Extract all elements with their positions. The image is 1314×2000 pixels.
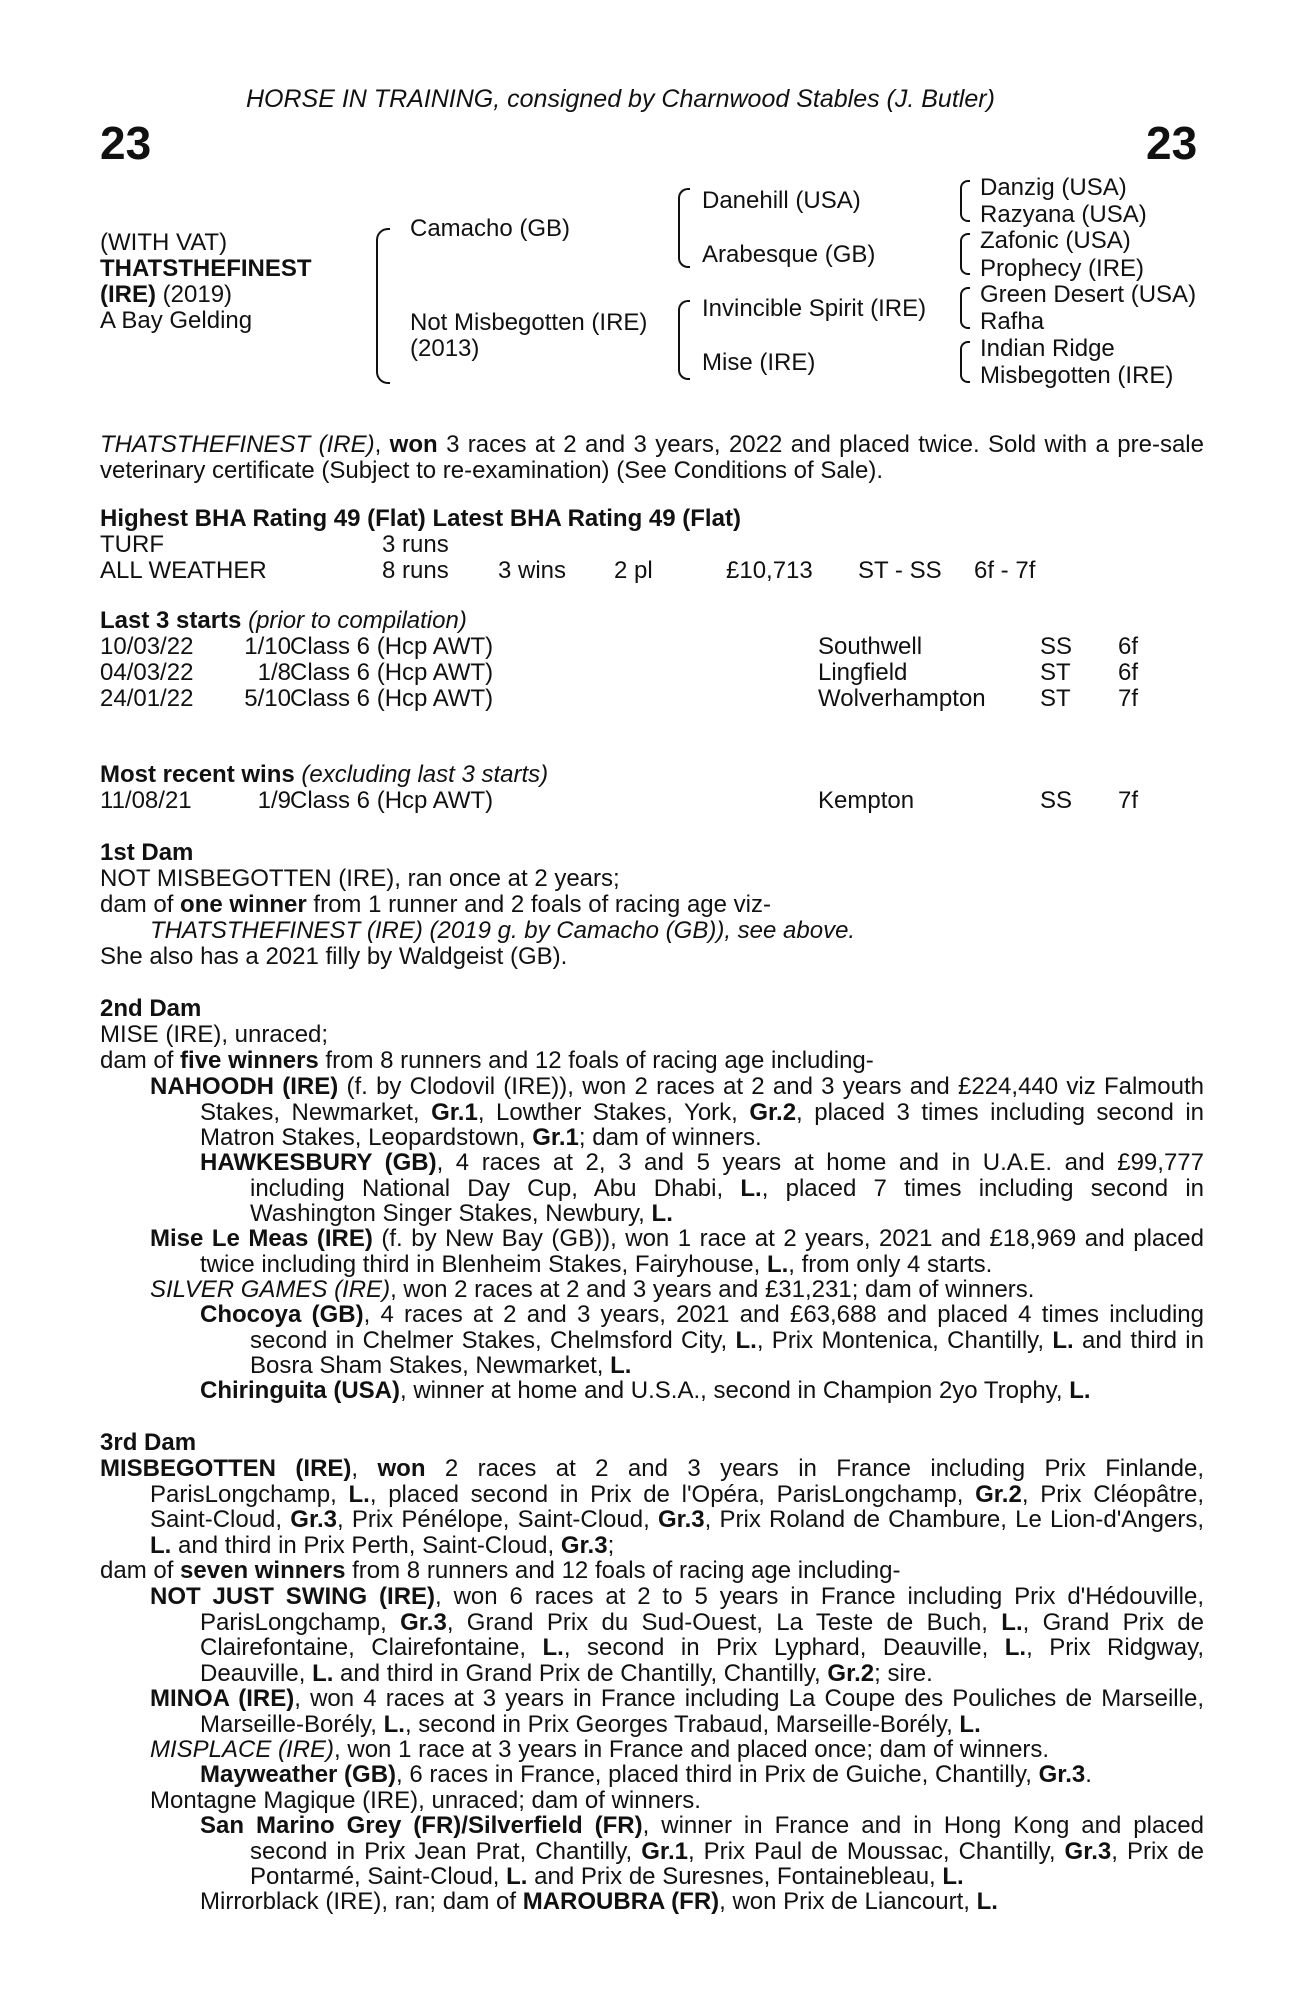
text: , won 2 races at 2 and 3 years and £31,231; dam of winners. <box>390 1276 1035 1303</box>
race-dist: 6f <box>1118 659 1139 686</box>
horse-name: Mayweather (GB) <box>200 1761 397 1788</box>
grade: L. <box>150 1531 172 1559</box>
text: , placed second in Prix de l'Opéra, ParisLongchamp, <box>369 1480 976 1508</box>
text: , from only 4 starts. <box>788 1250 993 1278</box>
sire-dam-dam: Prophecy (IRE) <box>980 255 1145 282</box>
pedigree-brace <box>960 287 970 329</box>
produce-entry <box>150 1685 1204 1738</box>
text: , 4 races at 2 and 3 years, 2021 and £63,688 and placed 4 times including second in Chelmer Stakes, Chelmsford City, <box>250 1301 1204 1354</box>
grade: L. <box>740 1174 762 1202</box>
race-dist: 7f <box>1118 685 1139 712</box>
consignment-title: HORSE IN TRAINING, consigned by Charnwood Stables (J. Butler) <box>246 85 995 113</box>
recent-wins-heading <box>100 762 548 788</box>
pedigree-brace <box>960 341 970 383</box>
text: won <box>377 1455 426 1482</box>
pedigree-brace <box>376 228 390 384</box>
text: , second in Prix Lyphard, Deauville, <box>563 1634 1005 1661</box>
sire-sire: Danehill (USA) <box>702 187 861 214</box>
sire-sire-dam: Razyana (USA) <box>980 201 1147 228</box>
grade: L. <box>1001 1608 1023 1636</box>
produce-entry <box>150 1277 1204 1303</box>
text: dam of <box>100 1047 181 1074</box>
aw-prize: £10,713 <box>726 557 813 584</box>
vat-note: (WITH VAT) <box>100 229 228 256</box>
lot-number-right: 23 <box>1146 117 1198 169</box>
dam-dam-dam: Misbegotten (IRE) <box>980 362 1174 389</box>
text: (f. by Clodovil (IRE)), won 2 races at 2 and 3 years and £224,440 viz Falmouth Stakes, Newmarket, <box>200 1073 1204 1126</box>
text: ; sire. <box>874 1659 933 1687</box>
text: , Prix Roland de Chambure, Le Lion-d'Angers, <box>704 1506 1204 1533</box>
text: and third in Grand Prix de Chantilly, Chantilly, <box>333 1659 828 1687</box>
text: , won 4 races at 3 years in France including La Coupe des Pouliches de Marseille, Marseille-Borély, <box>200 1685 1204 1738</box>
last-starts-title: Last 3 starts <box>100 607 242 634</box>
grade: L. <box>1052 1326 1074 1354</box>
text: , won 6 races at 2 to 5 years in France including Prix d'Hédouville, ParisLongchamp, <box>200 1583 1204 1636</box>
horse-name: Chiringuita (USA) <box>200 1377 400 1404</box>
text: , placed 3 times including second in Matron Stakes, Leopardstown, <box>200 1098 1205 1151</box>
produce-entry <box>150 1737 1204 1763</box>
horse-name: MINOA (IRE) <box>150 1685 295 1712</box>
grade: L. <box>542 1634 564 1661</box>
winner-count: one winner <box>180 891 307 918</box>
first-dam-note: She also has a 2021 filly by Waldgeist (GB). <box>100 943 568 970</box>
grade: Gr.1 <box>532 1124 579 1151</box>
pedigree-brace <box>678 300 690 380</box>
produce-entry <box>150 1583 1204 1687</box>
text: , second in Prix Georges Trabaud, Marseille-Borély, <box>404 1710 960 1738</box>
race-surface: ST <box>1040 659 1071 686</box>
lot-number-left: 23 <box>100 117 152 169</box>
race-course: Wolverhampton <box>818 685 986 712</box>
winner-count: seven winners <box>180 1557 346 1584</box>
summary-text: 3 races at 2 and 3 years, 2022 and placed twice. Sold with a pre-sale veterinary certificate (Subject to re-examination) (See Conditions of Sale). <box>100 431 1204 484</box>
text: , Prix de Pontarmé, Saint-Cloud, <box>250 1837 1205 1890</box>
summary-won: won <box>389 431 438 458</box>
dam-sire: Invincible Spirit (IRE) <box>702 295 927 322</box>
grade: L. <box>959 1710 981 1738</box>
horse-name: Mise Le Meas (IRE) <box>150 1225 373 1252</box>
text: . <box>1085 1761 1092 1788</box>
race-race: Class 6 (Hcp AWT) <box>290 659 494 686</box>
third-dam-produce <box>100 1558 900 1584</box>
produce-entry <box>200 1378 1204 1404</box>
last-starts-heading <box>100 608 467 634</box>
race-date: 24/01/22 <box>100 685 194 712</box>
second-dam-heading: 2nd Dam <box>100 995 202 1022</box>
pedigree-brace <box>960 233 970 275</box>
horse-name: HAWKESBURY (GB) <box>200 1149 437 1176</box>
text: , Prix Montenica, Chantilly, <box>756 1326 1053 1354</box>
grade: Gr.1 <box>641 1837 688 1865</box>
race-surface: ST <box>1040 685 1071 712</box>
produce-entry <box>200 1889 1204 1915</box>
grade: Gr.3 <box>1038 1761 1086 1788</box>
grade: L. <box>976 1888 998 1915</box>
text: and third in Prix Perth, Saint-Cloud, <box>171 1531 561 1559</box>
grade: L. <box>1004 1634 1027 1661</box>
text: and third in Bosra Sham Stakes, Newmarket, <box>250 1326 1204 1379</box>
text: dam of <box>100 891 181 918</box>
grade: L. <box>766 1250 789 1278</box>
dam-name: Not Misbegotten (IRE) <box>410 309 648 336</box>
dam-sire-dam: Rafha <box>980 308 1045 335</box>
sire-dam: Arabesque (GB) <box>702 241 876 268</box>
race-summary <box>100 432 1204 483</box>
sire-sire-sire: Danzig (USA) <box>980 174 1127 201</box>
grade: L. <box>348 1480 370 1508</box>
grade: L. <box>383 1710 405 1738</box>
text: , <box>351 1455 378 1482</box>
grade: Gr.2 <box>827 1659 875 1687</box>
text: ; dam of winners. <box>578 1124 762 1151</box>
second-dam-line: MISE (IRE), unraced; <box>100 1021 329 1048</box>
grade: L. <box>651 1200 673 1227</box>
text: Mirrorblack (IRE), ran; dam of <box>200 1888 523 1915</box>
race-course: Kempton <box>818 787 915 814</box>
horse-description: A Bay Gelding <box>100 307 253 334</box>
horse-name: MISPLACE (IRE) <box>150 1736 335 1763</box>
produce-entry <box>150 1073 1205 1151</box>
dam-year: (2013) <box>410 335 480 362</box>
third-dam-record <box>100 1455 1204 1559</box>
race-surface: SS <box>1040 633 1073 660</box>
text: , 4 races at 2, 3 and 5 years at home and in U.A.E. and £99,777 including National Day Cup, Abu Dhabi, <box>250 1149 1204 1202</box>
pedigree-brace <box>960 180 970 222</box>
recent-wins-title: Most recent wins <box>100 761 295 788</box>
grade: L. <box>506 1863 528 1890</box>
recent-wins-note: (excluding last 3 starts) <box>294 761 549 788</box>
text: , placed 7 times including second in Washington Singer Stakes, Newbury, <box>250 1174 1204 1227</box>
grade: Gr.2 <box>749 1098 797 1126</box>
text: , winner in France and in Hong Kong and placed second in Prix Jean Prat, Chantilly, <box>250 1812 1204 1865</box>
summary-sep: , <box>374 431 390 458</box>
text: 2 races at 2 and 3 years in France including Prix Finlande, ParisLongchamp, <box>150 1455 1204 1508</box>
grade: Gr.3 <box>290 1506 337 1533</box>
horse-name-suffix <box>100 282 232 308</box>
race-course: Lingfield <box>818 659 908 686</box>
grade: L. <box>942 1863 964 1890</box>
produce-entry <box>200 1301 1204 1379</box>
race-dist: 7f <box>1118 787 1139 814</box>
summary-horse: THATSTHEFINEST (IRE) <box>100 431 375 458</box>
turf-runs: 3 runs <box>382 531 449 558</box>
first-dam-heading: 1st Dam <box>100 839 194 866</box>
grade: Gr.3 <box>400 1608 447 1636</box>
text: ; <box>607 1531 615 1559</box>
text: (f. by New Bay (GB)), won 1 race at 2 years, 2021 and £18,969 and placed twice including third in Blenheim Stakes, Fairyhouse, <box>200 1225 1204 1278</box>
text: from 1 runner and 2 foals of racing age viz- <box>306 891 771 918</box>
race-dist: 6f <box>1118 633 1139 660</box>
produce-entry: Montagne Magique (IRE), unraced; dam of winners. <box>150 1787 701 1814</box>
produce-entry <box>200 1149 1204 1227</box>
race-race: Class 6 (Hcp AWT) <box>290 633 494 660</box>
race-date: 04/03/22 <box>100 659 194 686</box>
sire-name: Camacho (GB) <box>410 215 571 242</box>
horse-country: (IRE) <box>100 281 156 308</box>
race-surface: SS <box>1040 787 1073 814</box>
text: , Grand Prix du Sud-Ouest, La Teste de Buch, <box>446 1608 1002 1636</box>
horse-name: SILVER GAMES (IRE) <box>150 1276 391 1303</box>
aw-runs: 8 runs <box>382 557 449 584</box>
grade: Gr.3 <box>560 1531 608 1559</box>
text: , Grand Prix de Clairefontaine, Clairefontaine, <box>200 1608 1204 1661</box>
grade: L. <box>1069 1377 1091 1404</box>
text: from 8 runners and 12 foals of racing age including- <box>318 1047 874 1074</box>
race-pos: 1/8 <box>257 659 291 686</box>
horse-year: (2019) <box>156 281 233 308</box>
aw-surface: ST - SS <box>858 557 942 584</box>
third-dam-heading: 3rd Dam <box>100 1429 197 1456</box>
grade: L. <box>735 1326 757 1354</box>
turf-label: TURF <box>100 531 164 558</box>
aw-placed: 2 pl <box>614 557 653 584</box>
grade: Gr.3 <box>1064 1837 1112 1865</box>
aw-label: ALL WEATHER <box>100 557 267 584</box>
first-dam-produce <box>100 892 771 918</box>
text: , winner at home and U.S.A., second in Champion 2yo Trophy, <box>399 1377 1070 1404</box>
text: , 6 races in France, placed third in Prix de Guiche, Chantilly, <box>396 1761 1039 1788</box>
race-pos: 1/9 <box>257 787 291 814</box>
horse-name: Chocoya (GB) <box>200 1301 364 1328</box>
horse-name: THATSTHEFINEST <box>100 255 312 282</box>
text: , won Prix de Liancourt, <box>719 1888 977 1915</box>
first-dam-foal: THATSTHEFINEST (IRE) (2019 g. by Camacho (GB)), see above. <box>150 917 856 944</box>
aw-wins: 3 wins <box>498 557 567 584</box>
text: from 8 runners and 12 foals of racing age including- <box>345 1557 901 1584</box>
text: , won 1 race at 3 years in France and placed once; dam of winners. <box>334 1736 1050 1763</box>
second-dam-produce <box>100 1048 874 1074</box>
winner-count: five winners <box>180 1047 319 1074</box>
text: , Lowther Stakes, York, <box>477 1098 750 1126</box>
grade: L. <box>312 1659 334 1687</box>
race-pos: 1/10 <box>244 633 291 660</box>
race-date: 10/03/22 <box>100 633 194 660</box>
first-dam-line: NOT MISBEGOTTEN (IRE), ran once at 2 years; <box>100 865 620 892</box>
dam-dam: Mise (IRE) <box>702 349 816 376</box>
text: and Prix de Suresnes, Fontainebleau, <box>527 1863 943 1890</box>
horse-name: San Marino Grey (FR)/Silverfield (FR) <box>200 1812 643 1839</box>
dam-sire-sire: Green Desert (USA) <box>980 281 1197 308</box>
produce-entry <box>150 1225 1204 1278</box>
grade: Gr.1 <box>431 1098 478 1126</box>
sire-dam-sire: Zafonic (USA) <box>980 227 1131 254</box>
ratings-heading: Highest BHA Rating 49 (Flat) Latest BHA Rating 49 (Flat) <box>100 505 741 532</box>
text: dam of <box>100 1557 181 1584</box>
produce-entry <box>200 1762 1204 1788</box>
race-race: Class 6 (Hcp AWT) <box>290 787 494 814</box>
race-date: 11/08/21 <box>100 787 192 814</box>
produce-entry <box>200 1812 1205 1890</box>
last-starts-note: (prior to compilation) <box>241 607 467 634</box>
horse-name: MISBEGOTTEN (IRE) <box>100 1455 352 1482</box>
horse-name: MAROUBRA (FR) <box>522 1888 720 1915</box>
grade: L. <box>610 1352 632 1379</box>
horse-name: NOT JUST SWING (IRE) <box>150 1583 436 1610</box>
race-pos: 5/10 <box>244 685 291 712</box>
pedigree-brace <box>678 188 690 268</box>
dam-dam-sire: Indian Ridge <box>980 335 1115 362</box>
text: , Prix Ridgway, Deauville, <box>200 1634 1204 1687</box>
horse-name: NAHOODH (IRE) <box>150 1073 339 1100</box>
race-course: Southwell <box>818 633 923 660</box>
text: , Prix Cléopâtre, Saint-Cloud, <box>150 1480 1204 1533</box>
grade: Gr.3 <box>657 1506 705 1533</box>
text: , Prix Pénélope, Saint-Cloud, <box>336 1506 658 1533</box>
grade: Gr.2 <box>975 1480 1022 1508</box>
aw-distance: 6f - 7f <box>974 557 1036 584</box>
text: , Prix Paul de Moussac, Chantilly, <box>687 1837 1065 1865</box>
race-race: Class 6 (Hcp AWT) <box>290 685 494 712</box>
